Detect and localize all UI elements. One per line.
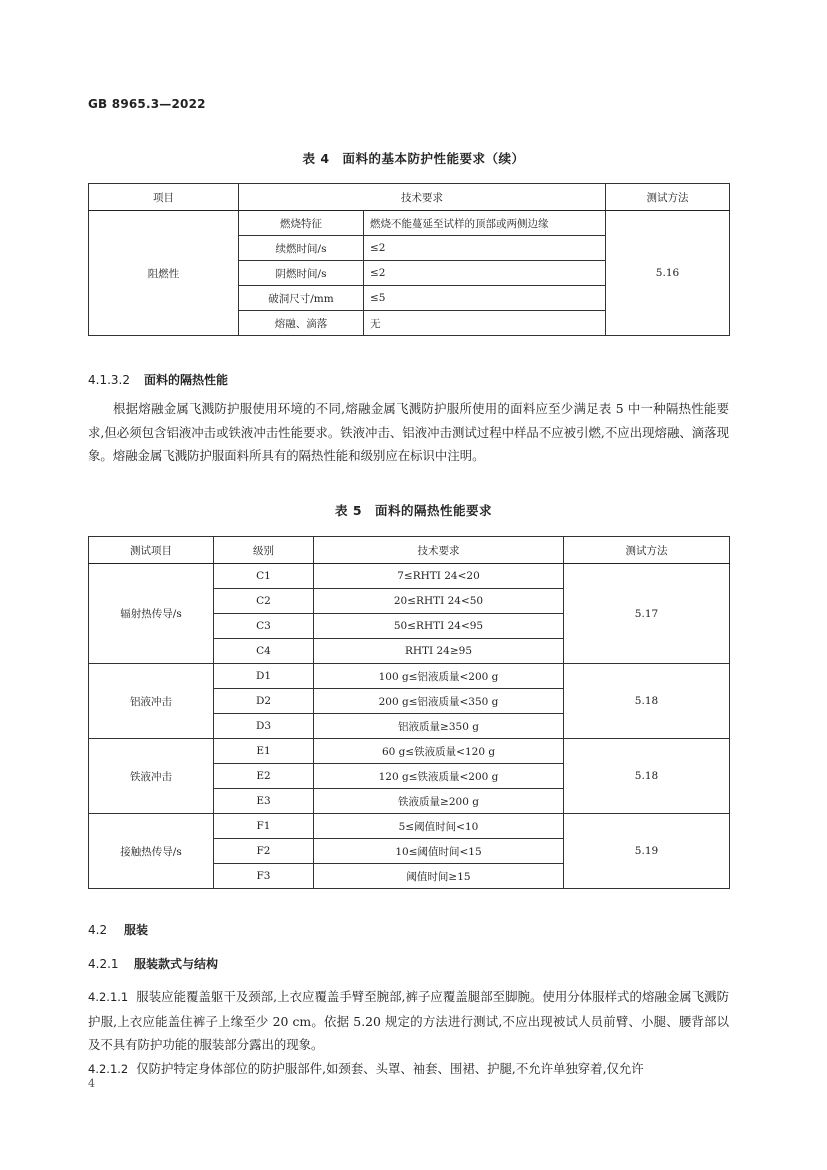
table5-method-cell: 5.19 — [564, 814, 730, 889]
table4-header-row — [89, 184, 730, 211]
table4-method-cell: 5.16 — [606, 211, 730, 336]
table4 — [88, 183, 730, 336]
table5-header-level: 级别 — [214, 537, 314, 564]
section-number: 4.1.3.2 — [88, 373, 130, 387]
table5 — [88, 536, 730, 889]
table5-level-cell: D3 — [214, 714, 314, 739]
table5-req-cell: 50≤RHTI 24<95 — [314, 614, 564, 639]
table4-header-requirement: 技术要求 — [239, 184, 606, 211]
section-title: 服装 — [124, 923, 149, 937]
table5-header-test-item: 测试项目 — [89, 537, 214, 564]
table5-header-row — [89, 537, 730, 564]
table-row — [89, 814, 730, 839]
clause-number: 4.2.1.2 — [88, 1061, 129, 1076]
table4-req-cell: ≤5 — [364, 286, 606, 311]
table5-level-cell: F2 — [214, 839, 314, 864]
table5-header-method: 测试方法 — [564, 537, 730, 564]
table-row — [89, 739, 730, 764]
table4-item-cell: 阴燃时间/s — [239, 261, 364, 286]
table5-group-cell: 接触热传导/s — [89, 814, 214, 889]
table4-header-item: 项目 — [89, 184, 239, 211]
table5-req-cell: 10≤阈值时间<15 — [314, 839, 564, 864]
table5-level-cell: C4 — [214, 639, 314, 664]
table4-req-cell: 无 — [364, 311, 606, 336]
table5-level-cell: F3 — [214, 864, 314, 889]
table5-header-requirement: 技术要求 — [314, 537, 564, 564]
section-heading-4132 — [88, 371, 228, 388]
table5-level-cell: C1 — [214, 564, 314, 589]
table4-item-cell: 燃烧特征 — [239, 211, 364, 236]
table5-req-cell: 铝液质量≥350 g — [314, 714, 564, 739]
table4-item-cell: 续燃时间/s — [239, 236, 364, 261]
section-number: 4.2 — [88, 923, 108, 937]
section-heading-421 — [88, 955, 218, 972]
table4-item-cell: 破洞尺寸/mm — [239, 286, 364, 311]
table4-req-cell: ≤2 — [364, 261, 606, 286]
table-row — [89, 664, 730, 689]
table5-req-cell: 20≤RHTI 24<50 — [314, 589, 564, 614]
table5-level-cell: E1 — [214, 739, 314, 764]
table5-method-cell: 5.18 — [564, 739, 730, 814]
section-heading-42 — [88, 921, 148, 938]
table5-req-cell: 阈值时间≥15 — [314, 864, 564, 889]
table5-level-cell: E2 — [214, 764, 314, 789]
table4-req-cell: ≤2 — [364, 236, 606, 261]
section-number: 4.2.1 — [88, 957, 119, 971]
section-title: 服装款式与结构 — [134, 957, 219, 971]
clause-text: 服装应能覆盖躯干及颈部,上衣应覆盖手臂至腕部,裤子应覆盖腿部至脚腕。使用分体服样式的熔融金属飞溅防护服,上衣应能盖住裤子上缘至少 20 cm。依据 5.20 规定的方法进行测试,不应出现被试人员前臂、小腿、腰背部以及不具有防护功能的服装部分露出的现象。 — [88, 989, 729, 1052]
clause-text: 仅防护特定身体部位的防护服部件,如颈套、头罩、袖套、围裙、护腿,不允许单独穿着,仅允许 — [136, 1060, 644, 1076]
table5-method-cell: 5.18 — [564, 664, 730, 739]
table5-req-cell: 120 g≤铁液质量<200 g — [314, 764, 564, 789]
section-4132-body — [88, 397, 729, 468]
clauses-421 — [88, 985, 729, 1081]
table4-title: 表 4 面料的基本防护性能要求（续） — [302, 151, 525, 166]
table5-req-cell: 7≤RHTI 24<20 — [314, 564, 564, 589]
table-row — [89, 211, 730, 236]
clause-4212 — [88, 1057, 729, 1082]
clause-4211 — [88, 985, 729, 1057]
paragraph: 根据熔融金属飞溅防护服使用环境的不同,熔融金属飞溅防护服所使用的面料应至少满足表 5 中一种隔热性能要求,但必须包含铝液冲击或铁液冲击性能要求。铁液冲击、铝液冲击测试过程中样品不应被引燃,不应出现熔融、滴落现象。熔融金属飞溅防护服面料所具有的隔热性能和级别应在标识中注明。 — [88, 401, 729, 463]
table5-method-cell: 5.17 — [564, 564, 730, 664]
clause-number: 4.2.1.1 — [88, 990, 129, 1004]
standard-code: GB 8965.3—2022 — [88, 97, 206, 111]
table4-header-method: 测试方法 — [606, 184, 730, 211]
table4-req-cell: 燃烧不能蔓延至试样的顶部或两侧边缘 — [364, 211, 606, 236]
table5-req-cell: RHTI 24≥95 — [314, 639, 564, 664]
table5-req-cell: 60 g≤铁液质量<120 g — [314, 739, 564, 764]
table5-req-cell: 200 g≤铝液质量<350 g — [314, 689, 564, 714]
table-row — [89, 564, 730, 589]
table5-level-cell: C2 — [214, 589, 314, 614]
section-title: 面料的隔热性能 — [144, 373, 229, 387]
table5-level-cell: F1 — [214, 814, 314, 839]
table5-req-cell: 铁液质量≥200 g — [314, 789, 564, 814]
page-number: 4 — [88, 1077, 95, 1090]
table5-req-cell: 5≤阈值时间<10 — [314, 814, 564, 839]
table5-level-cell: D2 — [214, 689, 314, 714]
table4-item-cell: 熔融、滴落 — [239, 311, 364, 336]
table5-req-cell: 100 g≤铝液质量<200 g — [314, 664, 564, 689]
table5-group-cell: 铁液冲击 — [89, 739, 214, 814]
table5-group-cell: 铝液冲击 — [89, 664, 214, 739]
table5-title: 表 5 面料的隔热性能要求 — [334, 503, 493, 518]
table5-group-cell: 辐射热传导/s — [89, 564, 214, 664]
table4-group-cell: 阻燃性 — [89, 211, 239, 336]
table5-level-cell: E3 — [214, 789, 314, 814]
table5-level-cell: C3 — [214, 614, 314, 639]
table5-level-cell: D1 — [214, 664, 314, 689]
